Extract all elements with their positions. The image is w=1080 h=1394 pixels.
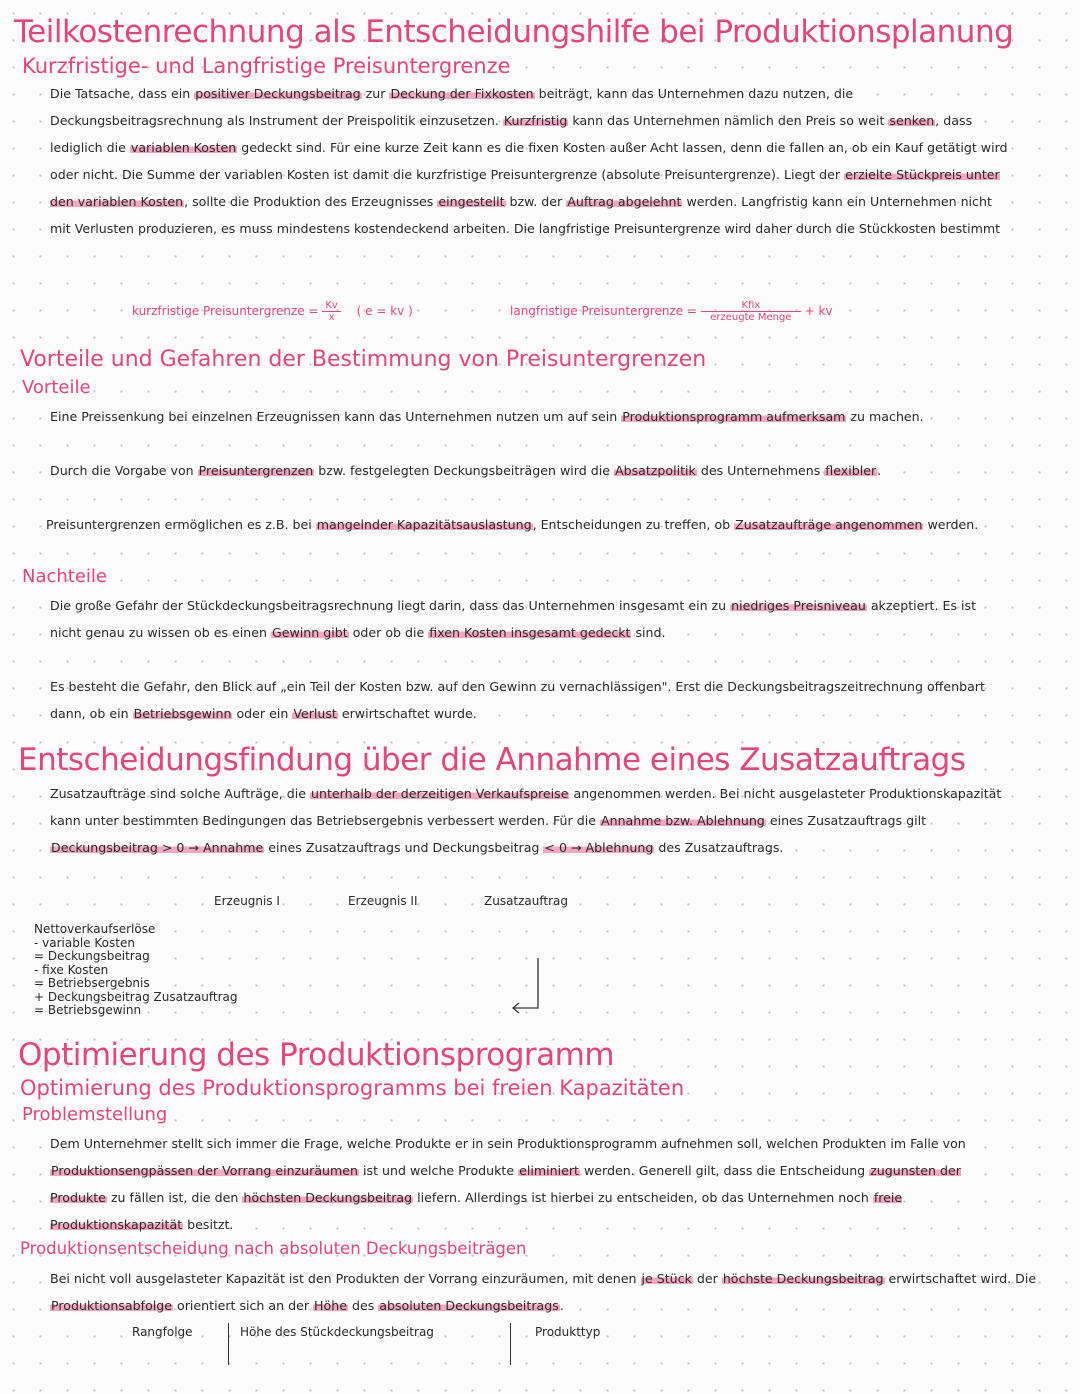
- column-erzeugnis-1: Erzeugnis I: [214, 894, 280, 908]
- highlighted-text: Produktionsprogramm aufmerksam: [622, 409, 846, 424]
- paragraph-vorteile-2: [50, 458, 1010, 485]
- text-run: Die große Gefahr der Stückdeckungsbeitragsrechnung liegt darin, dass das Unternehmen insgesamt ein zu: [50, 598, 731, 613]
- text-run: Zusatzaufträge sind solche Aufträge, die: [50, 786, 311, 801]
- text-run: Es besteht die Gefahr, den Blick auf „ein Teil der Kosten bzw. auf den Gewinn zu vernachlässigen". Erst die Deckungsbeitragszeitrechnung offenbart dann, ob ein: [50, 679, 985, 721]
- scheme-row: = Betriebsgewinn: [34, 1003, 142, 1017]
- title-vorteile-gefahren: Vorteile und Gefahren der Bestimmung von Preisuntergrenzen: [20, 347, 707, 372]
- subtitle-freie-kapazitaeten: Optimierung des Produktionsprogramms bei freien Kapazitäten: [20, 1076, 685, 1100]
- table-divider: [510, 1323, 511, 1365]
- scheme-row: + Deckungsbeitrag Zusatzauftrag: [34, 989, 238, 1004]
- table-header-produkttyp: Produkttyp: [535, 1325, 601, 1339]
- highlighted-text: fixen Kosten insgesamt gedeckt: [429, 624, 631, 640]
- formula-long-denominator: erzeugte Menge: [710, 312, 792, 323]
- text-run: erwirtschaftet wird. Die: [884, 1271, 1037, 1286]
- highlighted-text: absoluten Deckungsbeitrags: [379, 1297, 559, 1313]
- subtitle-preisuntergrenze: Kurzfristige- und Langfristige Preisuntergrenze: [22, 54, 511, 78]
- highlighted-text: Betriebsgewinn: [133, 705, 232, 721]
- paragraph-absolute-deckungsbeitraege: [50, 1266, 1040, 1320]
- heading-problemstellung: Problemstellung: [22, 1104, 168, 1125]
- text-run: erwirtschaftet wurde.: [337, 705, 477, 721]
- highlighted-text: höchste Deckungsbeitrag: [722, 1271, 884, 1286]
- text-run: sind.: [631, 624, 666, 640]
- text-run: Bei nicht voll ausgelasteter Kapazität ist den Produkten der Vorrang einzuräumen, mit denen: [50, 1271, 641, 1286]
- highlighted-text: Zusatzaufträge angenommen: [735, 517, 923, 532]
- text-run: Durch die Vorgabe von: [50, 463, 198, 478]
- highlighted-text: Verlust: [293, 705, 337, 721]
- formula-short-label: kurzfristige Preisuntergrenze =: [132, 304, 319, 318]
- text-run: bzw. der: [505, 193, 567, 209]
- paragraph-problemstellung: [50, 1131, 1010, 1239]
- highlighted-text: positiver Deckungsbeitrag: [195, 86, 361, 101]
- text-run: zu fällen ist, die den: [106, 1189, 243, 1205]
- highlighted-text: Deckung der Fixkosten: [390, 86, 534, 101]
- text-run: des Unternehmens: [696, 463, 825, 478]
- text-run: oder ob die: [348, 624, 429, 640]
- paragraph-vorteile-1: [50, 404, 1010, 431]
- text-run: des: [347, 1297, 379, 1313]
- return-arrow-icon: [505, 955, 549, 1017]
- text-run: der: [692, 1271, 722, 1286]
- highlighted-text: < 0 → Ablehnung: [544, 839, 654, 855]
- highlighted-text: Deckungsbeitrag > 0 → Annahme: [51, 839, 264, 855]
- scheme-row: - fixe Kosten: [34, 962, 109, 977]
- text-run: werden. Langfristig kann ein Unternehmen nicht mit Verlusten produzieren, es muss mindestens kostendeckend arbeiten. Die langfristige Preisuntergrenze wird daher durch die Stückkosten bestimmt: [50, 193, 1001, 236]
- text-run: des Zusatzauftrags.: [654, 839, 784, 855]
- text-run: Dem Unternehmer stellt sich immer die Frage, welche Produkte er in sein Produktionsprogramm aufnehmen soll, welchen Produkten im Falle von: [50, 1136, 966, 1151]
- text-run: zu machen.: [846, 409, 924, 424]
- highlighted-text: höchsten Deckungsbeitrag: [243, 1189, 413, 1205]
- text-run: .: [877, 463, 882, 478]
- highlighted-text: freie Produktionskapazität: [50, 1189, 903, 1232]
- highlighted-text: Absatzpolitik: [614, 463, 696, 478]
- text-run: .: [559, 1297, 564, 1313]
- text-run: Die Tatsache, dass ein: [50, 86, 195, 101]
- text-run: bzw. festgelegten Deckungsbeiträgen wird die: [314, 463, 614, 478]
- text-run: akzeptiert. Es ist nicht genau zu wissen ob es einen: [50, 598, 977, 640]
- highlighted-text: erzielte Stückpreis unter den variablen Kosten: [50, 166, 1000, 209]
- highlighted-text: Höhe: [314, 1297, 347, 1313]
- text-run: , dass lediglich die: [50, 112, 973, 155]
- highlighted-text: Annahme bzw. Ablehnung: [600, 812, 765, 828]
- highlighted-text: unterhalb der derzeitigen Verkaufspreise: [311, 786, 569, 801]
- formula-short-numerator: Kv: [322, 300, 340, 312]
- formula-long-tail: + kv: [804, 304, 833, 318]
- formula-long-fraction: [701, 300, 801, 323]
- text-run: beiträgt, kann das Unternehmen dazu nutzen, die Deckungsbeitragsrechnung als Instrument der Preispolitik einzusetzen.: [50, 86, 854, 128]
- text-run: eines Zusatzauftrags und Deckungsbeitrag: [264, 839, 544, 855]
- text-run: , sollte die Produktion des Erzeugnisses: [184, 193, 438, 209]
- paragraph-nachteile-1: [50, 593, 1010, 647]
- table-header-rangfolge: Rangfolge: [132, 1325, 193, 1339]
- heading-absolute-deckungsbeitraege: Produktionsentscheidung nach absoluten Deckungsbeiträgen: [20, 1239, 527, 1258]
- title-optimierung: Optimierung des Produktionsprogramm: [18, 1037, 615, 1073]
- paragraph-preisuntergrenze: [50, 81, 1010, 242]
- text-run: angenommen werden. Bei nicht ausgelasteter Produktionskapazität kann unter bestimmten Bedingungen das Betriebsergebnis verbessert werden. Für die: [50, 786, 1002, 828]
- scheme-row: Nettoverkaufserlöse: [34, 922, 156, 936]
- title-teilkostenrechnung: Teilkostenrechnung als Entscheidungshilfe bei Produktionsplanung: [14, 14, 1014, 50]
- highlighted-text: zugunsten der Produkte: [50, 1162, 961, 1205]
- heading-vorteile: Vorteile: [22, 377, 91, 398]
- title-zusatzauftrag: Entscheidungsfindung über die Annahme eines Zusatzauftrags: [18, 742, 966, 778]
- paragraph-vorteile-3: [46, 512, 1006, 539]
- scheme-row: = Deckungsbeitrag: [34, 949, 150, 963]
- highlighted-text: niedriges Preisniveau: [731, 598, 866, 613]
- highlighted-text: eingestellt: [438, 193, 505, 209]
- highlighted-text: flexibler: [825, 463, 877, 478]
- text-run: Preisuntergrenzen ermöglichen es z.B. bei: [46, 517, 316, 532]
- highlighted-text: mangelnder Kapazitätsauslastung: [316, 517, 532, 532]
- text-run: oder ein: [232, 705, 293, 721]
- formula-long-label: langfristige Preisuntergrenze =: [510, 304, 698, 318]
- highlighted-text: Produktionsabfolge: [51, 1297, 173, 1313]
- highlighted-text: senken: [889, 112, 935, 128]
- table-divider: [228, 1323, 229, 1365]
- formula-short-denominator: x: [328, 312, 335, 323]
- column-zusatzauftrag: Zusatzauftrag: [484, 894, 569, 908]
- highlighted-text: eliminiert: [519, 1162, 579, 1178]
- heading-nachteile: Nachteile: [22, 566, 108, 587]
- text-run: , Entscheidungen zu treffen, ob: [532, 517, 735, 532]
- text-run: zur: [361, 86, 390, 101]
- text-run: besitzt.: [183, 1216, 234, 1232]
- paragraph-zusatzauftrag: [50, 781, 1010, 862]
- text-run: Eine Preissenkung bei einzelnen Erzeugnissen kann das Unternehmen nutzen um auf sein: [50, 409, 622, 424]
- highlighted-text: Kurzfristig: [503, 112, 568, 128]
- highlighted-text: Produktionsengpässen der Vorrang einzuräumen: [51, 1162, 359, 1178]
- formula-long-numerator: Kfix: [701, 300, 801, 312]
- calculation-scheme: [34, 923, 238, 1018]
- text-run: kann das Unternehmen nämlich den Preis so weit: [568, 112, 889, 128]
- highlighted-text: variablen Kosten: [130, 139, 237, 155]
- paragraph-nachteile-2: [50, 674, 1010, 728]
- text-run: orientiert sich an der: [173, 1297, 314, 1313]
- text-run: ist und welche Produkte: [359, 1162, 519, 1178]
- highlighted-text: Preisuntergrenzen: [198, 463, 314, 478]
- text-run: eines Zusatzauftrags gilt: [765, 812, 927, 828]
- column-erzeugnis-2: Erzeugnis II: [348, 894, 418, 908]
- highlighted-text: Auftrag abgelehnt: [567, 193, 682, 209]
- text-run: werden. Generell gilt, dass die Entscheidung: [579, 1162, 870, 1178]
- formula-short-term: [132, 300, 413, 323]
- scheme-row: = Betriebsergebnis: [34, 976, 150, 990]
- formula-short-note: ( e = kv ): [356, 304, 413, 318]
- formula-short-fraction: [322, 300, 340, 323]
- text-run: werden.: [923, 517, 979, 532]
- highlighted-text: Gewinn gibt: [271, 624, 348, 640]
- formula-long-term: [510, 300, 833, 323]
- highlighted-text: je Stück: [641, 1271, 692, 1286]
- text-run: gedeckt sind. Für eine kurze Zeit kann es die fixen Kosten außer Acht lassen, denn die fallen an, ob ein Kauf getätigt wird oder nicht. Die Summe der variablen Kosten ist damit die kurzfristige Preisuntergrenze (absolute Preisuntergrenze). Liegt der: [50, 139, 1008, 182]
- scheme-row: - variable Kosten: [34, 935, 135, 950]
- table-header-hoehe: Höhe des Stückdeckungsbeitrag: [240, 1325, 434, 1339]
- text-run: liefern. Allerdings ist hierbei zu entscheiden, ob das Unternehmen noch: [413, 1189, 873, 1205]
